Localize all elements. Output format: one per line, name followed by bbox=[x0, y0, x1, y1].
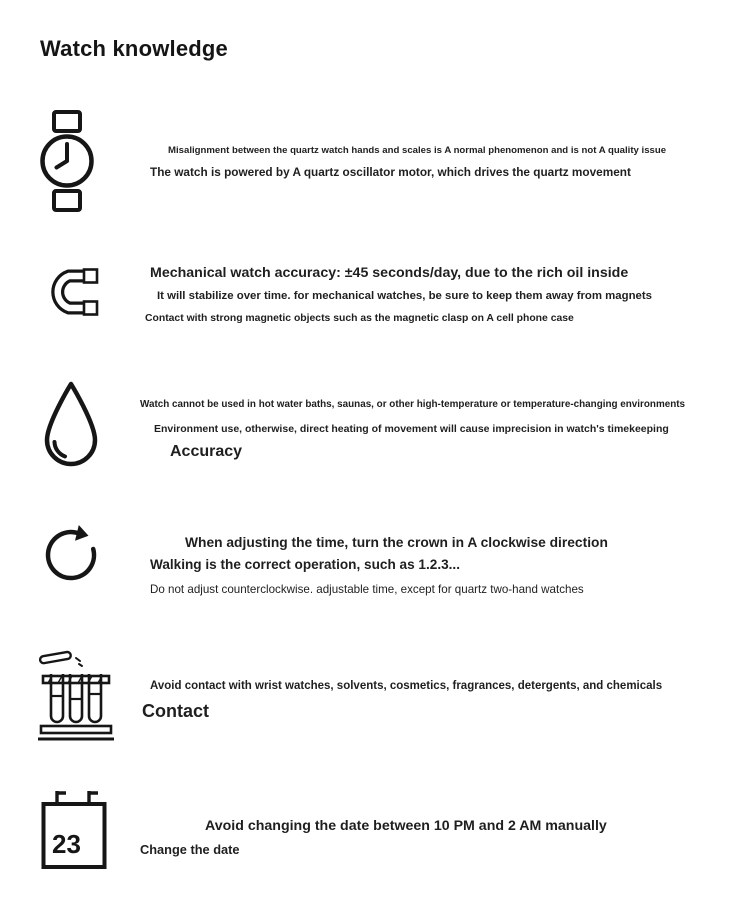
item-note-line: Do not adjust counterclockwise. adjustable time, except for quartz two-hand watches bbox=[150, 583, 584, 596]
clockwise-arrow-icon bbox=[44, 519, 104, 585]
item-text-line: Change the date bbox=[140, 842, 240, 857]
item-headline: Mechanical watch accuracy: ±45 seconds/day, due to the rich oil inside bbox=[150, 265, 629, 281]
item-note-line: Contact with strong magnetic objects such as the magnetic clasp on A cell phone case bbox=[145, 313, 574, 324]
calendar-icon bbox=[40, 789, 108, 871]
item-headline: Contact bbox=[142, 701, 209, 721]
water-drop-icon bbox=[40, 379, 102, 471]
item-headline: Avoid changing the date between 10 PM and 2 AM manually bbox=[205, 818, 607, 834]
item-text-line: Avoid contact with wrist watches, solvents, cosmetics, fragrances, detergents, and chemicals bbox=[150, 680, 663, 692]
wristwatch-icon bbox=[38, 110, 96, 212]
item-text-line: The watch is powered by A quartz oscillator motor, which drives the quartz movement bbox=[150, 165, 631, 179]
item-headline: Accuracy bbox=[170, 443, 243, 460]
item-headline: When adjusting the time, turn the crown in A clockwise direction bbox=[185, 535, 608, 550]
item-text-line: Environment use, otherwise, direct heating of movement will cause imprecision in watch's timekeeping bbox=[154, 423, 669, 435]
calendar-day-number: 23 bbox=[52, 829, 81, 859]
page-title: Watch knowledge bbox=[40, 36, 228, 61]
magnet-icon bbox=[40, 262, 100, 322]
test-tubes-icon bbox=[38, 646, 114, 742]
item-text-line: It will stabilize over time. for mechanical watches, be sure to keep them away from magnets bbox=[157, 290, 653, 302]
item-text-line: Walking is the correct operation, such as 1.2.3... bbox=[150, 557, 460, 572]
item-note-line: Watch cannot be used in hot water baths, saunas, or other high-temperature or temperature-changing environments bbox=[140, 399, 686, 410]
item-note-line: Misalignment between the quartz watch hands and scales is A normal phenomenon and is not A quality issue bbox=[168, 145, 667, 156]
